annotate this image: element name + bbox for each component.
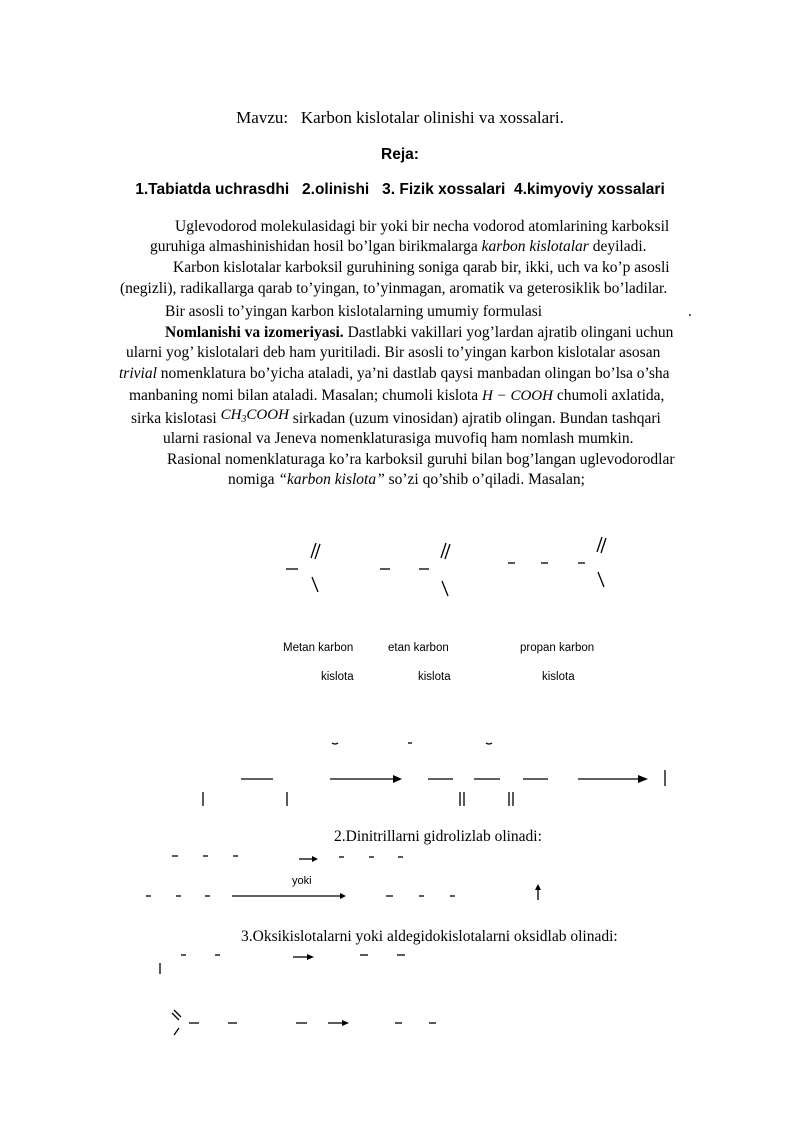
nomenclature-line-7: Rasional nomenklaturaga ko’ra karboksil guruhi bilan bog’langan uglevodorodlar — [167, 451, 675, 468]
arrow-head — [307, 954, 314, 960]
title-text: Karbon kislotalar olinishi va xossalari. — [300, 108, 564, 127]
arrow-head — [535, 884, 541, 890]
arrow-head — [638, 775, 648, 783]
nomenclature-line-4-a: manbaning nomi bilan ataladi. Masalan; chumoli kislota — [129, 387, 482, 404]
label-metan-kislota: kislota — [321, 671, 354, 683]
nomenclature-line-4-b: chumoli axlatida, — [552, 387, 665, 404]
intro-line-4: (negizli), radikallarga qarab to’yingan, to’yinmagan, aromatik va geterosiklik bo’ladilar. — [120, 280, 668, 297]
section-2-heading: 2.Dinitrillarni gidrolizlab olinadi: — [334, 828, 542, 845]
label-metan-karbon: Metan karbon — [283, 642, 354, 654]
formula-cooh: COOH — [246, 407, 289, 423]
intro-line-5: Bir asosli to’yingan karbon kislotalarning umumiy formulasi — [165, 303, 543, 320]
single-bond-line — [312, 577, 318, 592]
small-mark — [332, 743, 338, 744]
term-trivial: trivial — [119, 365, 157, 382]
arrow-head — [340, 893, 346, 899]
small-mark — [486, 743, 492, 744]
arrow-head — [312, 856, 318, 862]
formula-formic-acid: H − COOH — [481, 388, 553, 404]
intro-line-2-b: deyiladi. — [588, 238, 647, 255]
arrow-head — [393, 775, 402, 783]
nomenclature-line-6: ularni rasional va Jeneva nomenklaturasiga muvofiq ham nomlash mumkin. — [163, 430, 634, 447]
formula-ch: CH — [220, 407, 242, 423]
yoki-label: yoki — [292, 875, 312, 887]
intro-line-2-a: guruhiga almashinishidan hosil bo’lgan birikmalarga — [150, 238, 482, 255]
double-bond-line — [445, 544, 450, 559]
section-3-heading: 3.Oksikislotalarni yoki aldegidokislotalarni oksidlab olinadi: — [241, 928, 618, 945]
nomenclature-line-8-b: so’zi qo’shib o’qiladi. Masalan; — [384, 471, 585, 488]
intro-line-3: Karbon kislotalar karboksil guruhining soniga qarab bir, ikki, uch va ko’p asosli — [173, 259, 670, 276]
nomenclature-heading: Nomlanishi va izomeriyasi. — [165, 324, 344, 341]
nomenclature-line-5-b: sirkadan (uzum vinosidan) ajratib olingan. Bundan tashqari — [288, 410, 661, 427]
intro-line-5-end: . — [688, 303, 692, 320]
single-bond-line — [442, 581, 448, 596]
nomenclature-line-1-rest: Dastlabki vakillari yog’lardan ajratib olingani uchun — [343, 324, 674, 341]
double-bond-line — [315, 544, 320, 559]
plan-heading: Reja: — [381, 146, 419, 163]
label-etan-kislota: kislota — [418, 671, 451, 683]
single-bond-line — [598, 572, 604, 587]
term-karbon-kislota: “karbon kislota” — [278, 471, 385, 488]
nomenclature-line-2: ularni yog’ kislotalari deb ham yuritiladi. Bir asosli to’yingan karbon kislotalar asosan — [126, 344, 661, 361]
label-propan-karbon: propan karbon — [520, 642, 595, 654]
double-bond-line — [601, 538, 606, 553]
single-bond-line — [174, 1028, 179, 1035]
nomenclature-line-5-a: sirka kislotasi — [131, 410, 221, 427]
nomenclature-line-8-a: nomiga — [228, 471, 279, 488]
label-etan-karbon: etan karbon — [388, 642, 449, 654]
term-karbon-kislotalar: karbon kislotalar — [481, 238, 589, 255]
formula-sub: 3 — [241, 414, 247, 425]
arrow-head — [342, 1020, 349, 1026]
nomenclature-line-3-rest: nomenklatura bo’yicha ataladi, ya’ni dastlab qaysi manbadan olingan bo’lsa o’sha — [156, 365, 670, 382]
label-propan-kislota: kislota — [542, 671, 575, 683]
intro-line-1: Uglevodorod molekulasidagi bir yoki bir necha vodorod atomlarining karboksil — [175, 218, 670, 235]
double-bond-line — [311, 543, 316, 558]
title-prefix: Mavzu: — [236, 108, 289, 127]
double-bond-line — [441, 543, 446, 558]
plan-items: 1.Tabiatda uchrasdhi 2.olinishi 3. Fizik xossalari 4.kimyoviy xossalari — [135, 181, 665, 198]
double-bond-line — [597, 537, 602, 552]
